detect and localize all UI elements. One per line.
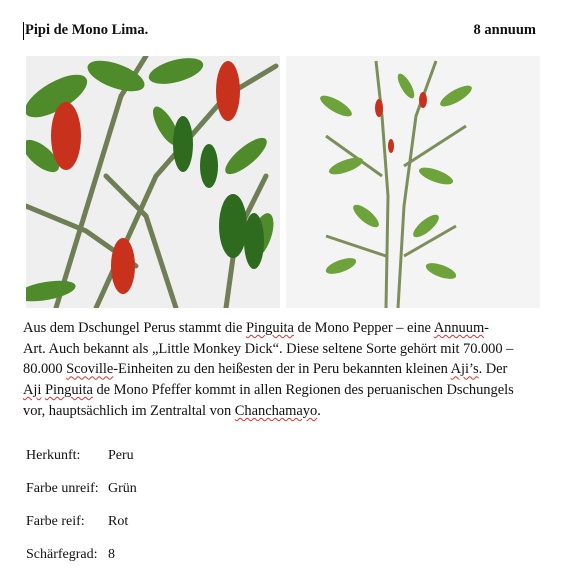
- description-line: 80.000 Scoville-Einheiten zu den heißesten der in Peru bekannten kleinen Aji’s. Der: [23, 361, 508, 378]
- pepper-plant-photo: [286, 56, 540, 308]
- fact-value: Peru: [108, 448, 134, 463]
- description-paragraph: [23, 318, 553, 422]
- fact-label: Schärfegrad:: [26, 547, 98, 562]
- description-line: vor, hauptsächlich im Zentraltal von Chanchamayo.: [23, 402, 321, 419]
- description-line: Aji Pinguita de Mono Pfeffer kommt in allen Regionen des peruanischen Dschungels: [23, 382, 514, 399]
- fact-label: Herkunft:: [26, 448, 81, 463]
- page-title: Pipi de Mono Lima.: [25, 22, 149, 38]
- fact-value: 8: [108, 547, 115, 562]
- fact-label: Farbe reif:: [26, 514, 85, 529]
- fact-value: Grün: [108, 481, 137, 496]
- pepper-closeup-photo: [26, 56, 280, 308]
- fact-value: Rot: [108, 514, 129, 529]
- description-line: Art. Auch bekannt als „Little Monkey Dick“. Diese seltene Sorte gehört mit 70.000 –: [23, 340, 514, 357]
- text-cursor: [23, 22, 24, 40]
- fact-label: Farbe unreif:: [26, 481, 99, 496]
- description-line: Aus dem Dschungel Perus stammt die Pinguita de Mono Pepper – eine Annuum-: [23, 320, 489, 336]
- species-label: 8 annuum: [473, 22, 536, 38]
